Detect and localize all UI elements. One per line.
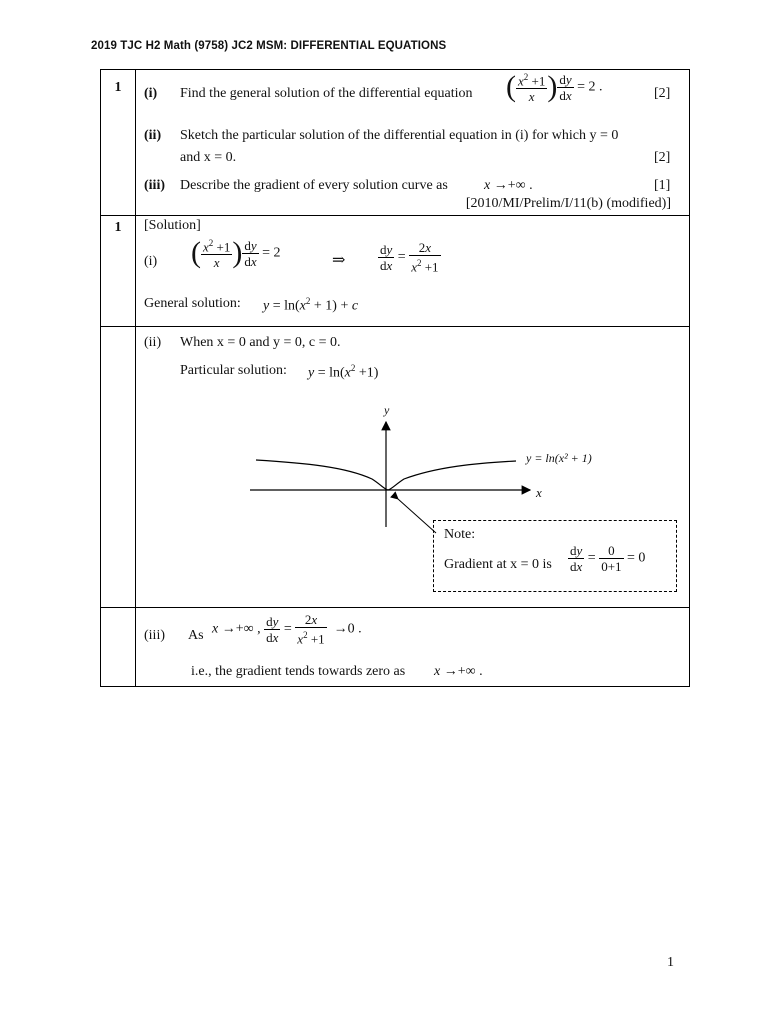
solution-heading: [Solution]: [144, 218, 201, 233]
part-ii-label: (ii): [144, 128, 162, 143]
part-iii-limit: x →+∞ .: [484, 178, 533, 193]
solution-iii-limit: x →+∞ .: [434, 664, 483, 679]
solution-i-equation: ( $\frac{x^2 +1}{x}$ ) $\frac{dy}{dx}$ = 2: [191, 236, 281, 271]
general-solution-eq: $y = \ln(x^2 + 1) + c$: [263, 296, 359, 314]
solution-iii-row: [101, 608, 690, 687]
solution-i-derivative: $\frac{dy}{dx}$ = $\frac{2x}{x^2 +1}$: [380, 240, 439, 275]
part-iii-label: (iii): [144, 178, 165, 193]
solution-table: [100, 69, 690, 687]
solution-ii-label: (ii): [144, 335, 162, 350]
x-axis-label: x: [536, 485, 542, 500]
note-pointer: [398, 499, 436, 533]
solution-iii-equation: x →+∞ , $\frac{dy}{dx}$ = $\frac{2x}{x^2 +1}$ →0 .: [212, 612, 362, 647]
note-box: [433, 520, 677, 592]
particular-eq: $y = \ln(x^2 +1)$: [308, 363, 379, 381]
part-ii-text2: and x = 0.: [180, 150, 237, 165]
question-source: [2010/MI/Prelim/I/11(b) (modified)]: [465, 196, 671, 211]
curve-label: y = ln(x² + 1): [526, 451, 592, 465]
note-title: Note:: [444, 527, 476, 542]
part-i-text: Find the general solution of the differential equation: [180, 86, 473, 101]
part-ii-marks: [2]: [654, 150, 671, 165]
page-number: 1: [667, 955, 674, 970]
part-i-marks: [2]: [654, 86, 671, 101]
part-i-label: (i): [144, 86, 158, 101]
solution-i-row: [101, 216, 690, 327]
y-axis-label: y: [384, 403, 390, 417]
solution-iii-as: As: [188, 628, 204, 643]
particular-label: Particular solution:: [180, 363, 287, 378]
part-i-equation: ( $\frac{x^2 +1}{x}$ ) $\frac{dy}{dx}$ = 2 .: [506, 70, 603, 105]
note-text: Gradient at x = 0 is: [444, 557, 552, 572]
solution-number: 1: [114, 220, 122, 235]
general-solution-label: General solution:: [144, 296, 241, 311]
part-iii-text: Describe the gradient of every solution curve as: [180, 178, 448, 193]
solution-ii-when: When x = 0 and y = 0, c = 0.: [180, 335, 341, 350]
part-ii-text: Sketch the particular solution of the differential equation in (i) for which y = 0: [180, 128, 619, 143]
page-header: 2019 TJC H2 Math (9758) JC2 MSM: DIFFERENTIAL EQUATIONS: [91, 40, 447, 52]
question-number: 1: [114, 80, 122, 95]
note-equation: $\frac{dy}{dx}$ = $\frac{0}{0+1}$ = 0: [570, 543, 646, 574]
solution-ii-row: [101, 327, 690, 608]
implies-arrow: ⇒: [332, 252, 346, 269]
solution-iii-conclusion: i.e., the gradient tends towards zero as: [191, 664, 406, 679]
solution-iii-label: (iii): [144, 628, 165, 643]
solution-i-label: (i): [144, 254, 158, 269]
question-row: [101, 70, 690, 216]
part-iii-marks: [1]: [654, 178, 671, 193]
